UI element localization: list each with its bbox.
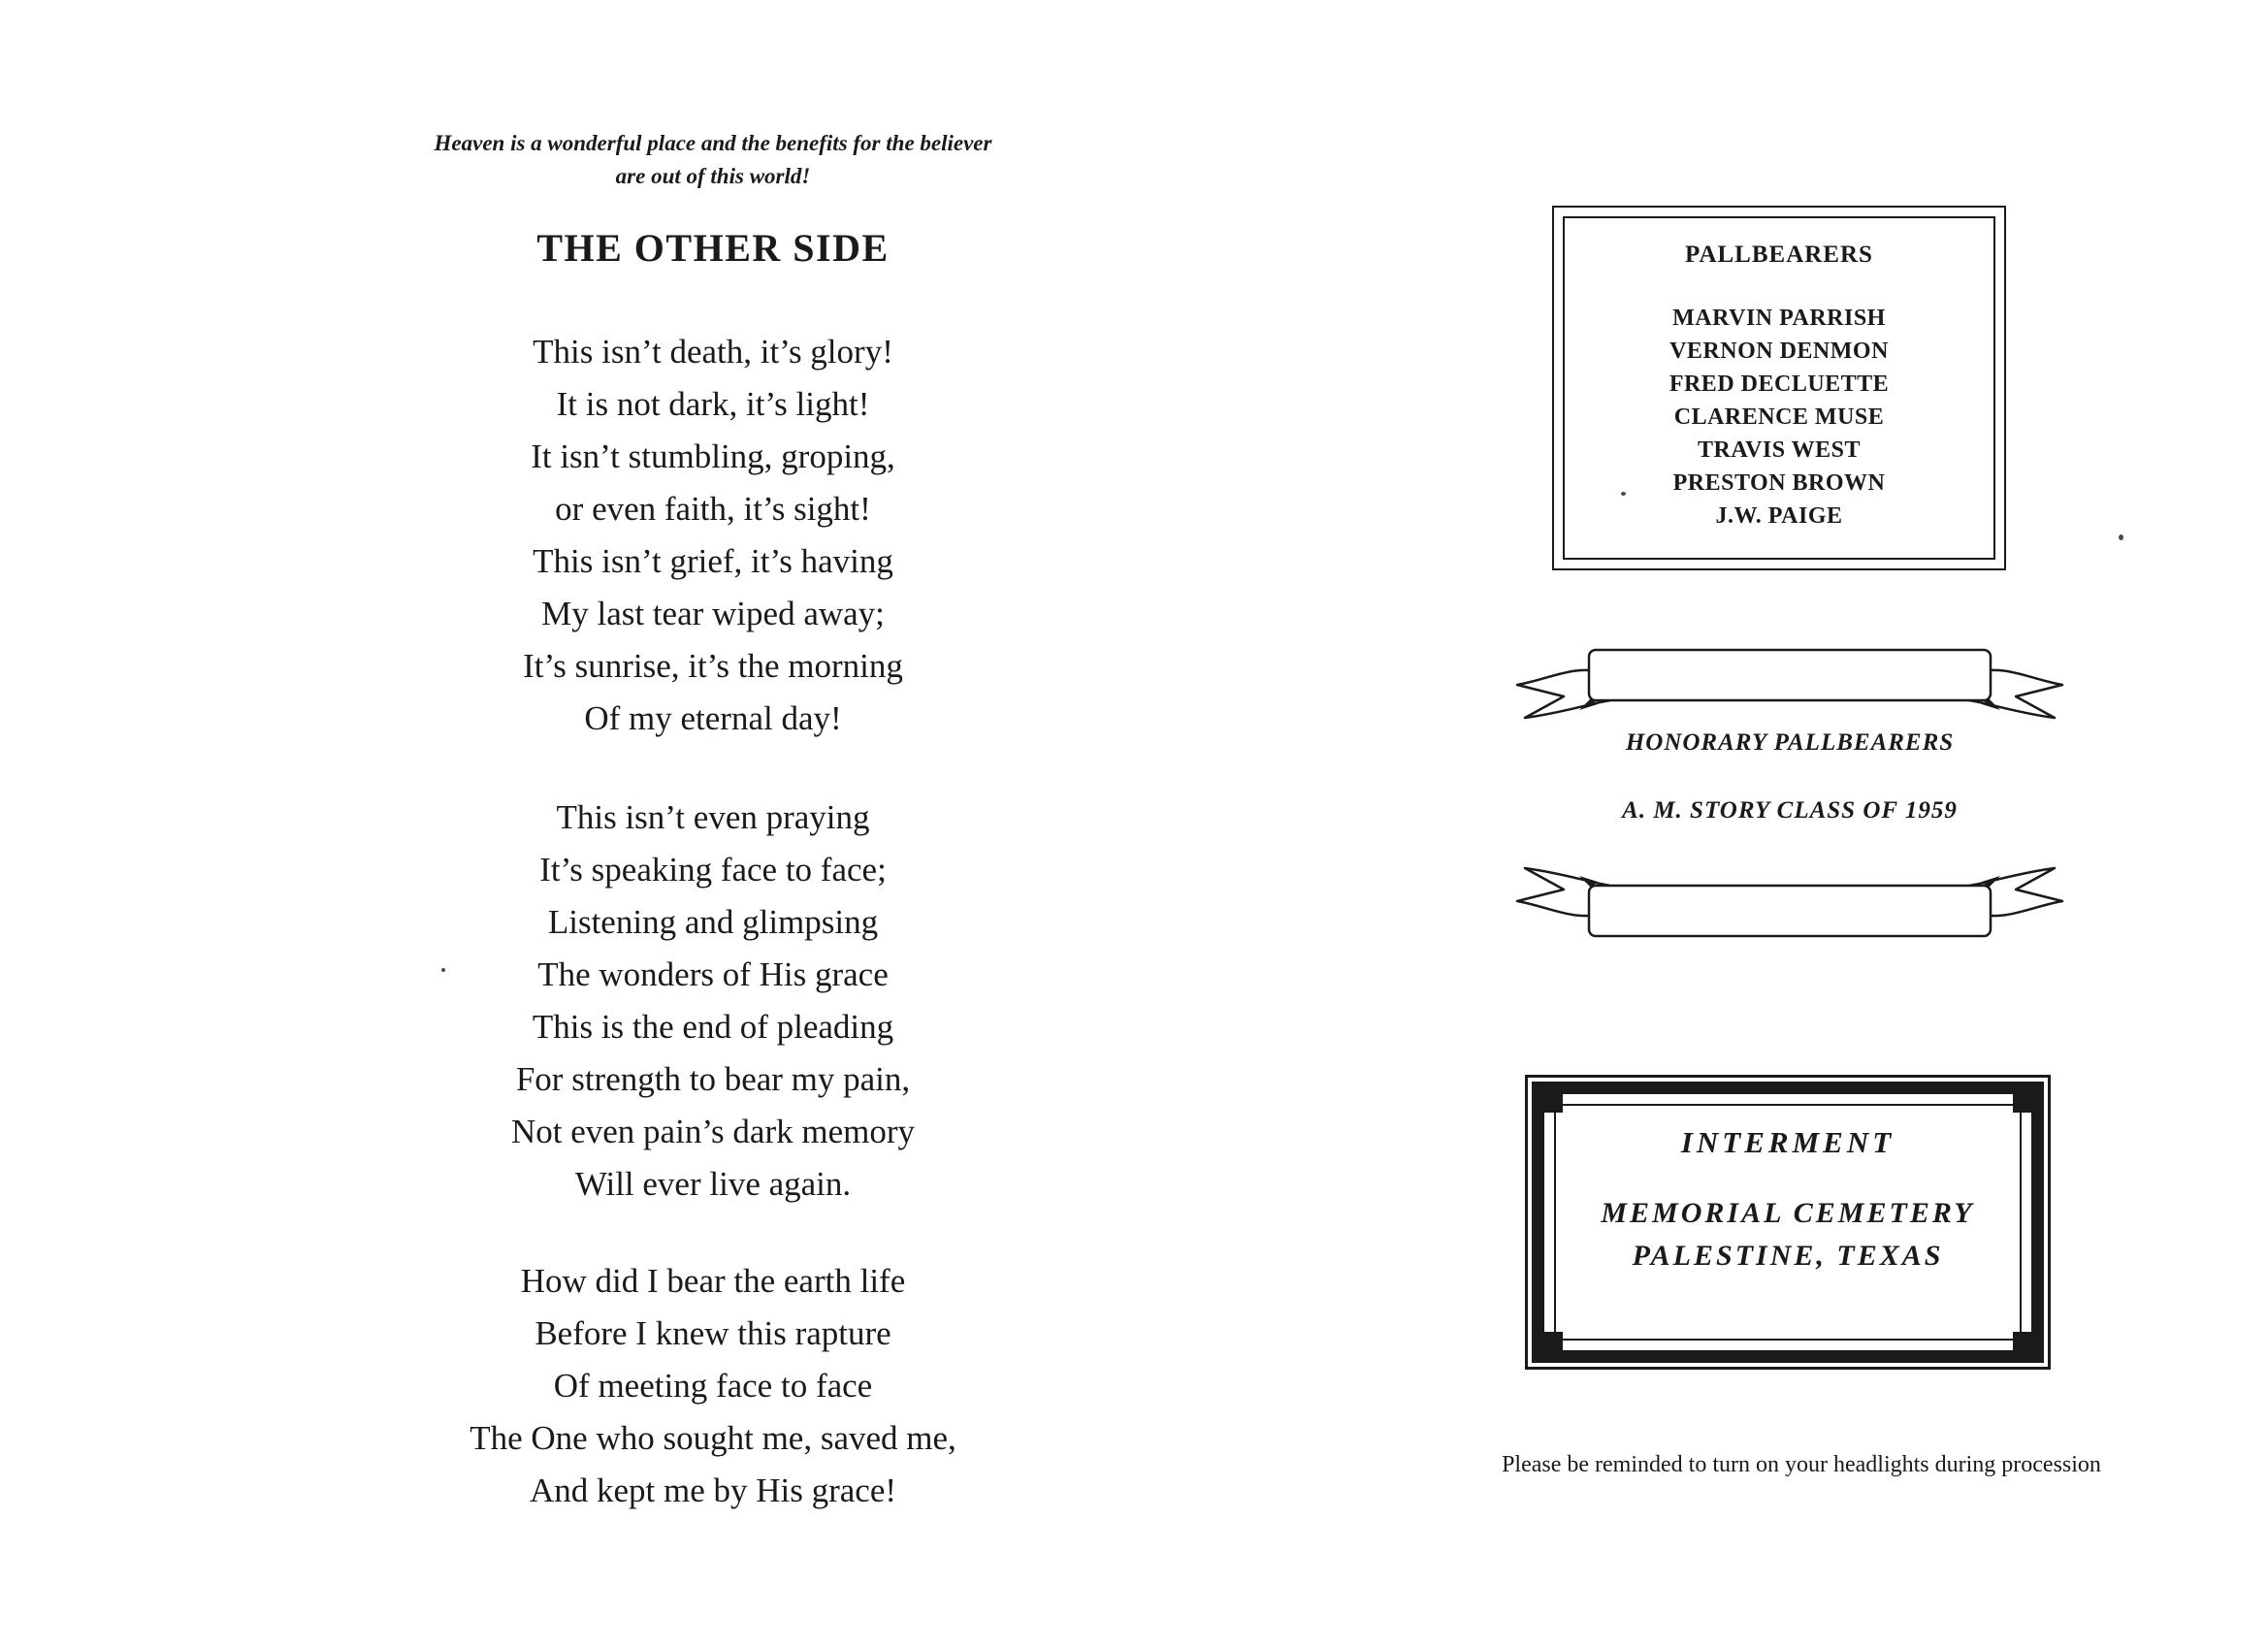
pallbearer-name: FRED DECLUETTE: [1669, 372, 1890, 397]
poem-line: Listening and glimpsing: [547, 903, 879, 941]
poem-line: Not even pain’s dark memory: [510, 1113, 915, 1150]
ribbon-banner-icon: [1506, 849, 2074, 946]
pallbearers-name-list: [1565, 302, 1993, 533]
poem-line: This isn’t grief, it’s having: [533, 542, 893, 580]
ribbon-banner-icon: [1506, 640, 2074, 737]
pallbearer-name: CLARENCE MUSE: [1673, 404, 1885, 430]
honorary-pallbearers-class: A. M. STORY CLASS OF 1959: [1622, 797, 1958, 824]
scan-speck: [2119, 534, 2123, 540]
pallbearer-name: TRAVIS WEST: [1697, 437, 1862, 463]
pallbearers-box: [1552, 206, 2006, 570]
poem-line: How did I bear the earth life: [520, 1262, 906, 1300]
poem-line: It isn’t stumbling, groping,: [531, 437, 895, 475]
procession-note: Please be reminded to turn on your headlights during procession: [1502, 1452, 2101, 1477]
epigraph: [325, 127, 1101, 193]
poem-stanza-1: [325, 326, 1101, 745]
scan-speck: [1621, 492, 1626, 496]
poem-line: Of my eternal day!: [584, 699, 842, 737]
poem-line: For strength to bear my pain,: [515, 1060, 911, 1098]
poem-line: Of meeting face to face: [553, 1367, 873, 1405]
poem-line: This isn’t death, it’s glory!: [533, 333, 893, 371]
pallbearer-name: PRESTON BROWN: [1672, 470, 1886, 496]
pallbearers-box-inner-border: [1563, 216, 1995, 560]
poem-line: This isn’t even praying: [556, 798, 870, 836]
poem-stanza-2: [325, 792, 1101, 1211]
poem-line: It is not dark, it’s light!: [556, 385, 870, 423]
pallbearer-name: VERNON DENMON: [1669, 339, 1889, 364]
poem-stanza-3: [325, 1255, 1101, 1517]
poem-line: This is the end of pleading: [532, 1008, 894, 1046]
poem-line: Will ever live again.: [574, 1165, 852, 1203]
interment-cemetery: MEMORIAL CEMETERY: [1601, 1197, 1975, 1229]
epigraph-line: are out of this world!: [615, 164, 811, 188]
honorary-pallbearers-title: HONORARY PALLBEARERS: [1625, 729, 1955, 756]
ribbon-band: [1589, 886, 1991, 936]
poem-line: It’s speaking face to face;: [539, 851, 887, 889]
epigraph-line: Heaven is a wonderful place and the benefits for the believer: [434, 131, 992, 155]
ribbon-band: [1589, 650, 1991, 700]
poem-line: The One who sought me, saved me,: [470, 1419, 956, 1457]
poem-line: My last tear wiped away;: [541, 595, 885, 632]
poem-title: THE OTHER SIDE: [536, 226, 890, 270]
pallbearer-name: J.W. PAIGE: [1715, 503, 1843, 529]
interment-box: [1525, 1075, 2051, 1370]
interment-location: PALESTINE, TEXAS: [1632, 1240, 1944, 1272]
poem-line: or even faith, it’s sight!: [555, 490, 871, 528]
scan-speck: [441, 968, 445, 972]
poem-line: And kept me by His grace!: [529, 1471, 897, 1509]
pallbearer-name: MARVIN PARRISH: [1672, 306, 1886, 331]
poem-line: It’s sunrise, it’s the morning: [523, 647, 903, 685]
interment-heading: INTERMENT: [1680, 1125, 1895, 1159]
poem-line: Before I knew this rapture: [535, 1314, 891, 1352]
poem-line: The wonders of His grace: [537, 955, 889, 993]
pallbearers-title: PALLBEARERS: [1685, 242, 1873, 268]
